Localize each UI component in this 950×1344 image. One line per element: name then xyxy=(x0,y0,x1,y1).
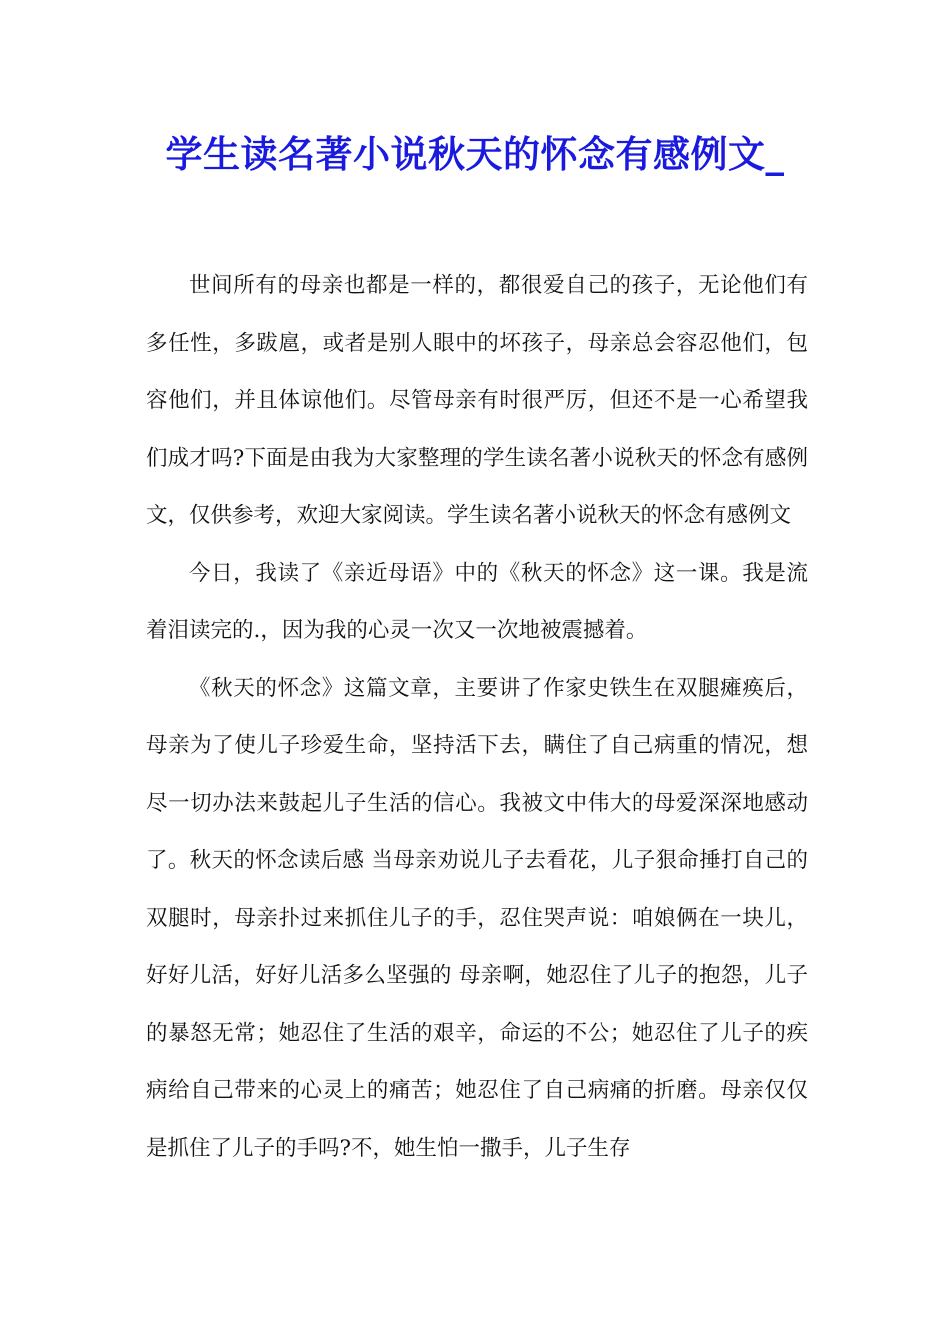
paragraph-intro: 世间所有的母亲也都是一样的，都很爱自己的孩子，无论他们有多任性，多跋扈，或者是别人眼中的坏孩子，母亲总会容忍他们，包容他们，并且体谅他们。尽管母亲有时很严厉，但还不是一心希望我们成才吗?下面是由我为大家整理的学生读名著小说秋天的怀念有感例文，仅供参考，欢迎大家阅读。学生读名著小说秋天的怀念有感例文 xyxy=(146,273,808,528)
paragraph-summary: 《秋天的怀念》这篇文章，主要讲了作家史铁生在双腿瘫痪后，母亲为了使儿子珍爱生命，坚持活下去，瞒住了自己病重的情况，想尽一切办法来鼓起儿子生活的信心。我被文中伟大的母爱深深地感动了。秋天的怀念读后感 当母亲劝说儿子去看花，儿子狠命捶打自己的双腿时，母亲扑过来抓住儿子的手，忍住哭声说：咱娘俩在一块儿，好好儿活，好好儿活多么坚强的 母亲啊，她忍住了儿子的抱怨，儿子的暴怒无常；她忍住了生活的艰辛，命运的不公；她忍住了儿子的疾病给自己带来的心灵上的痛苦；她忍住了自己病痛的折磨。母亲仅仅是抓住了儿子的手吗?不，她生怕一撒手，儿子生存 xyxy=(146,675,808,1161)
paragraph-reading: 今日，我读了《亲近母语》中的《秋天的怀念》这一课。我是流着泪读完的.，因为我的心灵一次又一次地被震撼着。 xyxy=(146,560,808,643)
document-title: 学生读名著小说秋天的怀念有感例文_ xyxy=(165,132,785,176)
document-body xyxy=(146,257,808,1177)
